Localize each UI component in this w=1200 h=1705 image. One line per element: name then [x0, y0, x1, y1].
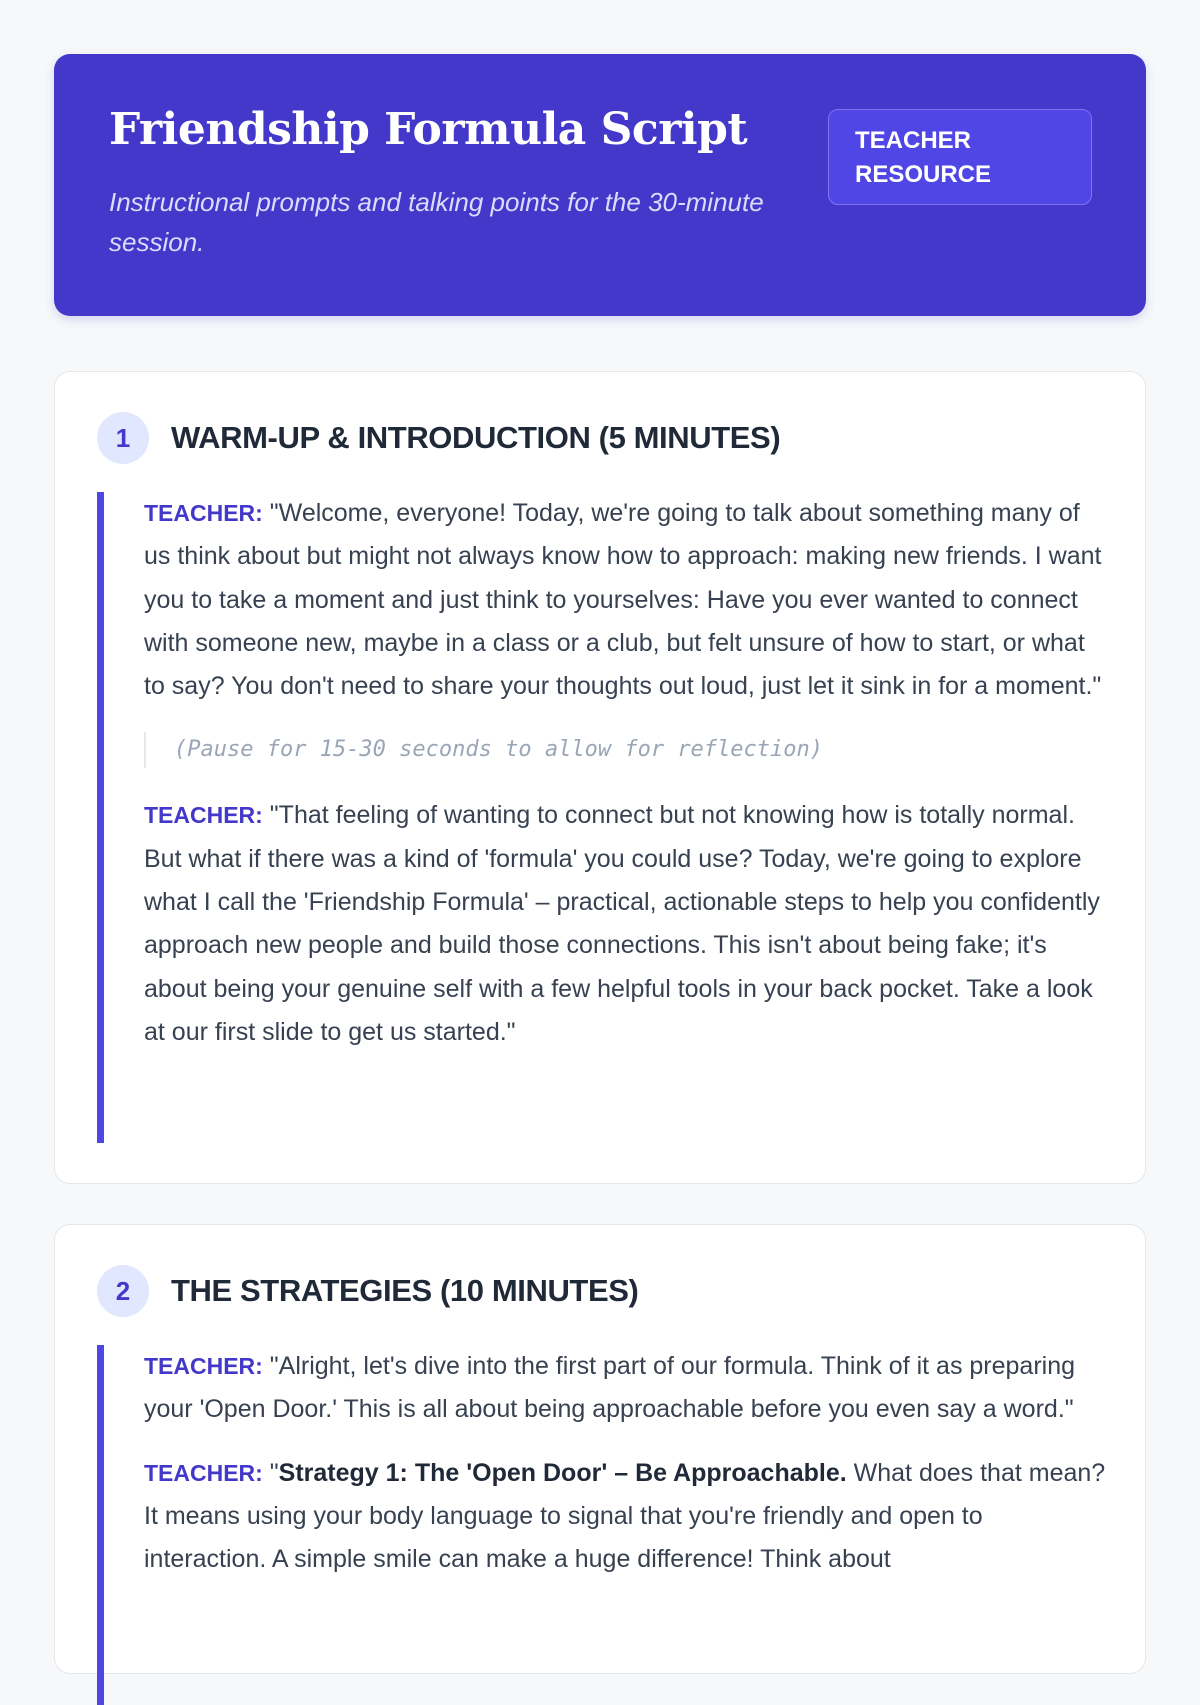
header-banner	[54, 54, 1146, 316]
speaker-label: TEACHER:	[144, 1459, 263, 1486]
page-subtitle: Instructional prompts and talking points for the 30-minute session.	[109, 187, 764, 257]
dialogue-text: "Alright, let's dive into the first part of our formula. Think of it as preparing your 'Open Door.' This is all about being approachable before you even say a word."	[144, 1352, 1076, 1424]
section-strategies	[54, 1224, 1146, 1674]
strategy-heading: Strategy 1: The 'Open Door' – Be Approachable.	[278, 1458, 847, 1487]
section-number-badge: 1	[97, 412, 149, 464]
section-warm-up	[54, 371, 1146, 1184]
teacher-dialogue	[97, 1345, 1107, 1705]
open-quote: "	[269, 1458, 279, 1487]
section-header	[97, 412, 780, 464]
teacher-line	[144, 1345, 1107, 1432]
teacher-line	[144, 492, 1107, 708]
teacher-dialogue	[97, 492, 1107, 1143]
dialogue-text: "That feeling of wanting to connect but not knowing how is totally normal. But what if there was a kind of 'formula' you could use? Today, we're going to explore what I call the 'Friendship Formula' – practical, actionable steps to help you confidently approach new people and build those connections. This isn't about being fake; it's about being your genuine self with a few helpful tools in your back pocket. Take a look at our first slide to get us started."	[144, 801, 1100, 1046]
page-title: Friendship Formula Script	[109, 104, 748, 155]
stage-direction-note: (Pause for 15-30 seconds to allow for reflection)	[144, 732, 1107, 768]
teacher-line	[144, 1452, 1107, 1582]
section-title: WARM-UP & INTRODUCTION (5 MINUTES)	[171, 420, 781, 455]
dialogue-text: "Welcome, everyone! Today, we're going to talk about something many of us think about but might not always know how to approach: making new friends. I want you to take a moment and just think to yourselves: Have you ever wanted to connect with someone new, maybe in a class or a club, but felt unsure of how to start, or what to say? You don't need to share your thoughts out loud, just let it sink in for a moment."	[144, 499, 1102, 701]
teacher-line	[144, 794, 1107, 1054]
section-header	[97, 1265, 638, 1317]
section-title: THE STRATEGIES (10 MINUTES)	[171, 1273, 639, 1308]
section-number-badge: 2	[97, 1265, 149, 1317]
teacher-resource-badge: TEACHER RESOURCE	[828, 109, 1092, 205]
speaker-label: TEACHER:	[144, 1353, 263, 1379]
dialogue-text: What does that mean? It means using your body language to signal that you're friendly and open to interaction. A simple smile can make a huge difference! Think about	[144, 1458, 1106, 1574]
speaker-label: TEACHER:	[144, 802, 263, 829]
speaker-label: TEACHER:	[144, 500, 263, 526]
